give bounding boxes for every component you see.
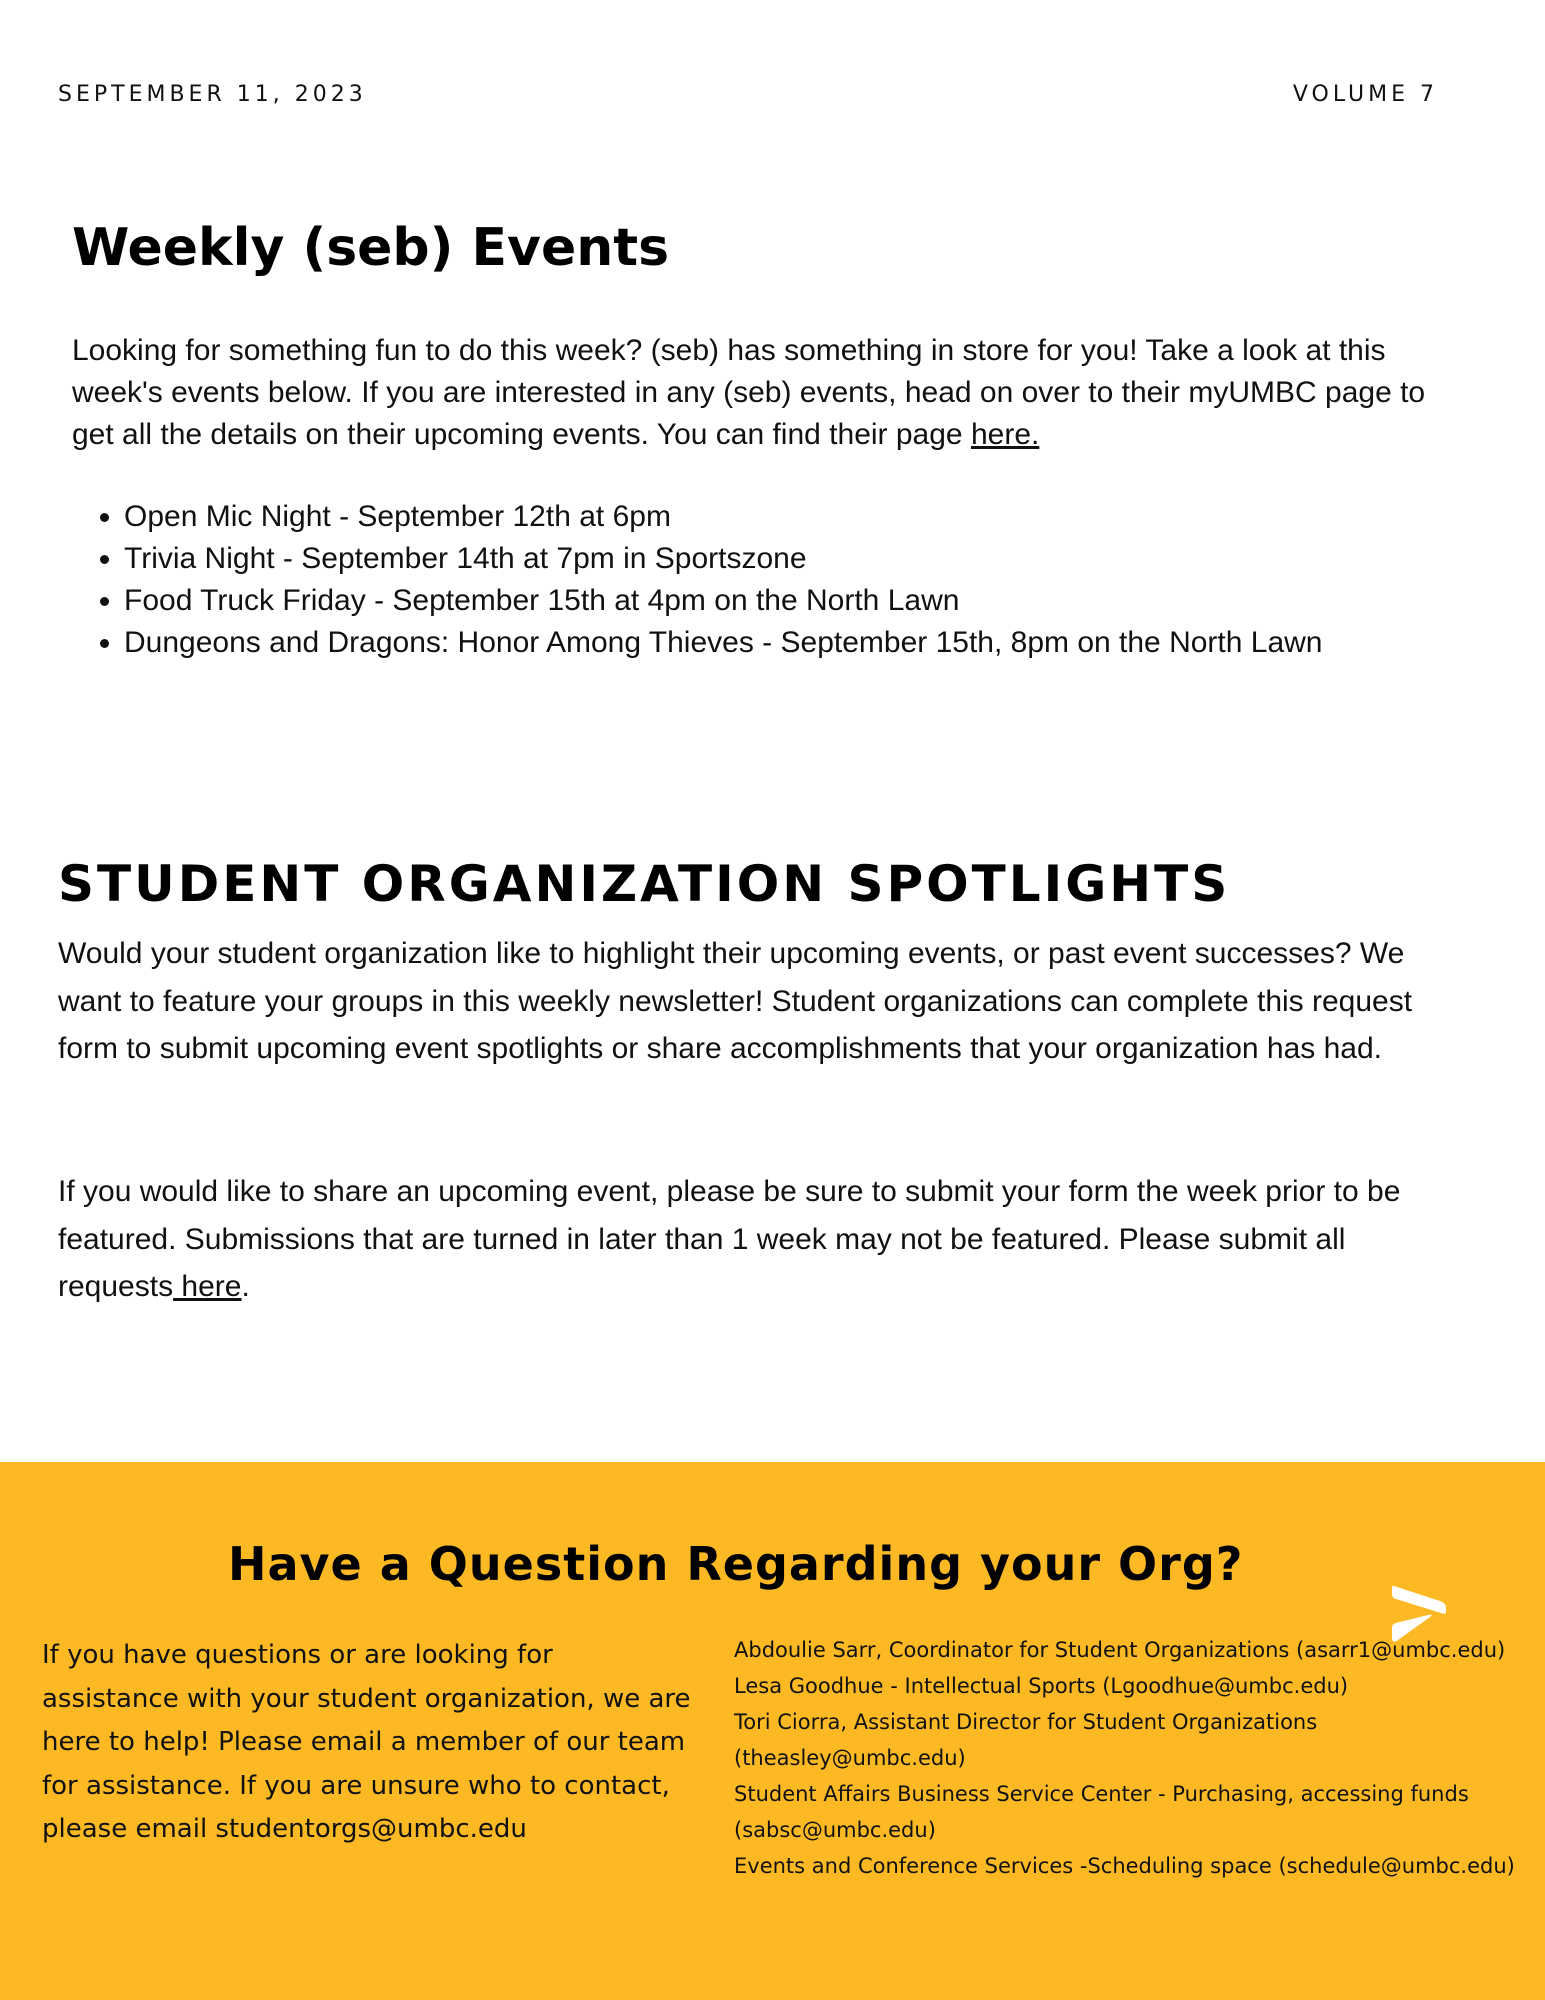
spotlights-submission-end: . <box>241 1270 250 1303</box>
issue-date: SEPTEMBER 11, 2023 <box>58 82 367 107</box>
contacts-list <box>734 1632 1534 1884</box>
issue-volume: VOLUME 7 <box>1292 82 1438 107</box>
contact-footer <box>0 1462 1545 2000</box>
contact-item: Tori Ciorra, Assistant Director for Student Organizations (theasley@umbc.edu) <box>734 1710 1318 1770</box>
spotlights-paragraph: Would your student organization like to highlight their upcoming events, or past event successes? We want to feature your groups in this weekly newsletter! Student organizations can complete this request form to submit upcoming event spotlights or share accomplishments that your organization has had. <box>58 937 1413 1065</box>
spotlights-title: STUDENT ORGANIZATION SPOTLIGHTS <box>58 855 1231 913</box>
spotlights-submission-text: If you would like to share an upcoming event, please be sure to submit your form the week prior to be featured. Submissions that are turned in later than 1 week may not be featured. Please submit all requests <box>58 1175 1401 1303</box>
weekly-events-intro <box>72 330 1462 456</box>
spotlights-submission-paragraph <box>58 1168 1458 1311</box>
event-item: • Trivia Night - September 14th at 7pm in Sportszone <box>124 538 1464 580</box>
footer-help-text: If you have questions or are looking for assistance with your student organization, we are here to help! Please email a member of our team for assistance. If you are unsure who to contact, please email studentorgs@umbc.edu <box>42 1640 691 1844</box>
event-item: • Open Mic Night - September 12th at 6pm <box>124 496 1464 538</box>
submit-requests-link[interactable]: here <box>173 1270 242 1303</box>
contact-item: Abdoulie Sarr, Coordinator for Student Organizations (asarr1@umbc.edu) <box>734 1638 1506 1662</box>
seb-page-link[interactable]: here. <box>970 418 1040 451</box>
weekly-events-title: Weekly (seb) Events <box>72 218 670 278</box>
events-list <box>72 496 1464 664</box>
contact-item: Student Affairs Business Service Center - Purchasing, accessing funds (sabsc@umbc.edu) <box>734 1782 1469 1842</box>
contact-item: Lesa Goodhue - Intellectual Sports (Lgoodhue@umbc.edu) <box>734 1674 1349 1698</box>
contact-item: Events and Conference Services -Scheduling space (schedule@umbc.edu) <box>734 1854 1515 1878</box>
event-item: • Food Truck Friday - September 15th at 4pm on the North Lawn <box>124 580 1464 622</box>
event-item: • Dungeons and Dragons: Honor Among Thieves - September 15th, 8pm on the North Lawn <box>124 622 1464 664</box>
footer-title: Have a Question Regarding your Org? <box>228 1537 1244 1591</box>
weekly-events-intro-text: Looking for something fun to do this week? (seb) has something in store for you! Take a look at this week's events below. If you are interested in any (seb) events, head on over to their myUMBC page to get all the details on their upcoming events. You can find their page <box>72 334 1426 451</box>
